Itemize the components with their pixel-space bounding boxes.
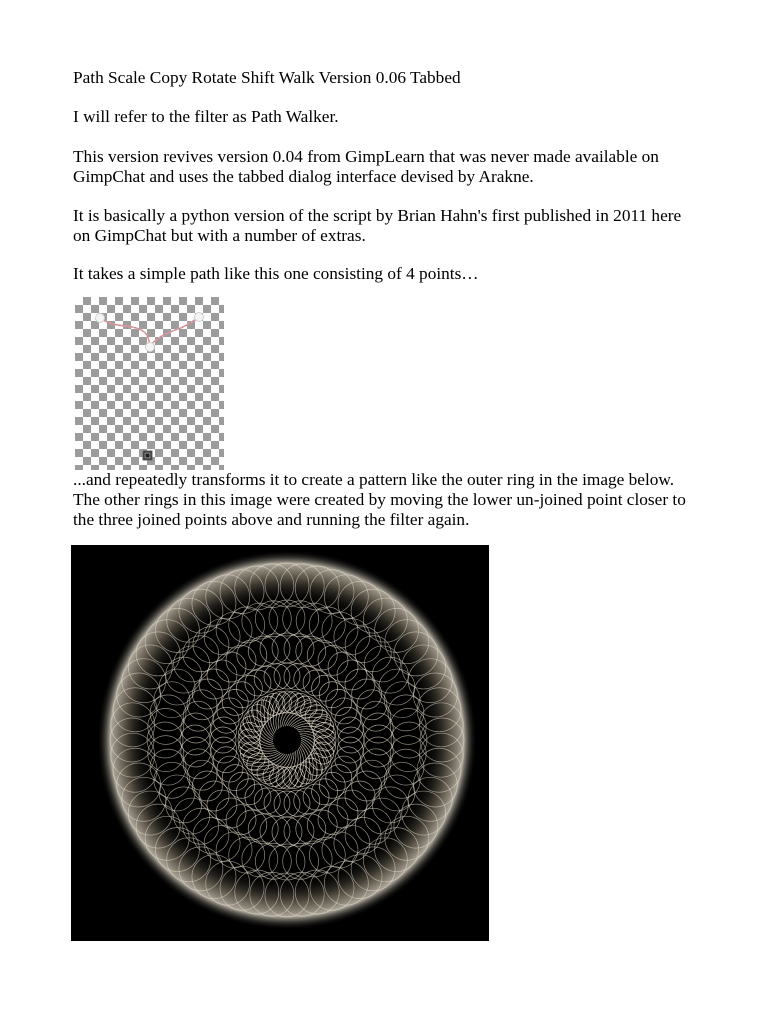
simple-path-image	[75, 297, 224, 470]
ring-pattern-image	[71, 545, 489, 941]
navigate-icon	[143, 451, 152, 460]
path-anchor-point	[195, 313, 204, 322]
ring-pattern-drawing	[71, 545, 489, 941]
paragraph-filter-name: I will refer to the filter as Path Walker.	[73, 107, 339, 126]
path-anchor-point	[96, 314, 105, 323]
paragraph-origin: It is basically a python version of the script by Brian Hahn's first published in 2011 here on GimpChat but with a number of extras.	[73, 206, 682, 245]
paragraph-version-history: This version revives version 0.04 from GimpLearn that was never made available on GimpChat and uses the tabbed dialog interface devised by Arakne.	[73, 147, 659, 186]
paragraph-simple-path: It takes a simple path like this one consisting of 4 points…	[73, 264, 479, 283]
path-anchor-point	[146, 343, 155, 352]
document-title: Path Scale Copy Rotate Shift Walk Version 0.06 Tabbed	[73, 68, 461, 87]
paragraph-pattern-description: ...and repeatedly transforms it to create a pattern like the outer ring in the image below. The other rings in this image were created by moving the lower un-joined point closer to the three joined points above and running the filter again.	[73, 470, 686, 529]
path-drawing	[75, 297, 224, 470]
path-curve	[100, 317, 199, 346]
ring-center	[274, 727, 300, 753]
